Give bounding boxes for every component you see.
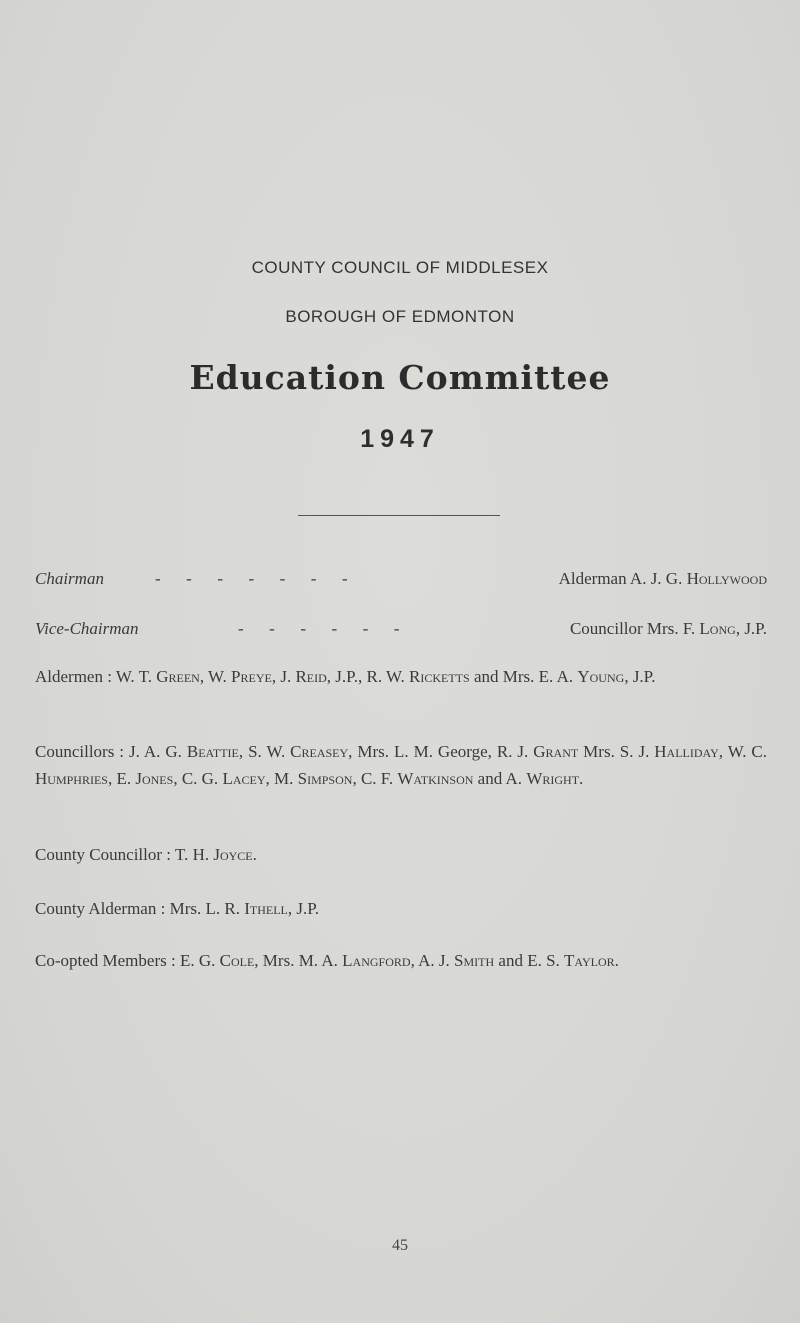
committee-title: Education Committee <box>189 358 611 397</box>
member-name: W. C. Humphries, <box>35 742 767 788</box>
county-alderman-label: County Alderman : <box>35 899 170 918</box>
council-heading: COUNTY COUNCIL OF MIDDLESEX <box>251 258 549 277</box>
chairman-name: Alderman A. J. G. Hollywood <box>558 569 767 588</box>
vice-chairman-name: Councillor Mrs. F. Long, J.P. <box>569 619 767 638</box>
member-name: J. Reid, J.P., <box>280 667 367 686</box>
member-name: S. W. Creasey, <box>248 742 358 761</box>
member-name: Mrs. M. A. Langford, <box>262 951 419 970</box>
coopted-label: Co-opted Members : <box>35 951 180 970</box>
member-name: W. Preye, <box>208 667 281 686</box>
vice-chairman-row <box>35 617 767 641</box>
member-name: R. W. Ricketts and <box>366 667 503 686</box>
year-heading: 1947 <box>360 425 440 453</box>
leader-dashes: - - - - - - <box>238 619 400 638</box>
coopted-members-list <box>35 947 767 974</box>
councillors-label: Councillors : <box>35 742 129 761</box>
chairman-label: Chairman <box>35 569 104 588</box>
vice-chairman-label: Vice-Chairman <box>35 619 139 638</box>
member-name: A. J. Smith and <box>418 951 528 970</box>
borough-heading: BOROUGH OF EDMONTON <box>285 307 515 326</box>
councillors-list <box>35 738 767 792</box>
member-name: M. Simpson, <box>274 769 361 788</box>
aldermen-label: Aldermen : <box>35 667 116 686</box>
divider-rule <box>298 515 500 516</box>
member-name: C. G. Lacey, <box>181 769 274 788</box>
aldermen-list <box>35 663 767 690</box>
leader-dashes: - - - - - - - <box>155 569 348 588</box>
member-name: C. F. Watkinson and <box>360 769 506 788</box>
member-name: Mrs. E. A. Young, J.P. <box>502 667 656 686</box>
page-number: 45 <box>392 1237 408 1254</box>
county-councillor-entry: County Councillor : T. H. Joyce. <box>35 845 257 864</box>
member-name: E. Jones, <box>116 769 182 788</box>
county-alderman-entry: County Alderman : Mrs. L. R. Ithell, J.P. <box>35 899 320 918</box>
member-name: A. Wright. <box>505 769 584 788</box>
member-name: Mrs. S. J. Halliday, <box>583 742 728 761</box>
member-name: Mrs. L. M. George, R. J. Grant <box>357 742 579 761</box>
member-name: J. A. G. Beattie, <box>128 742 249 761</box>
chairman-row <box>35 567 767 591</box>
member-name: W. T. Green, <box>115 667 209 686</box>
county-councillor-label: County Councillor : <box>35 845 175 864</box>
member-name: E. S. Taylor. <box>527 951 619 970</box>
member-name: E. G. Cole, <box>179 951 263 970</box>
